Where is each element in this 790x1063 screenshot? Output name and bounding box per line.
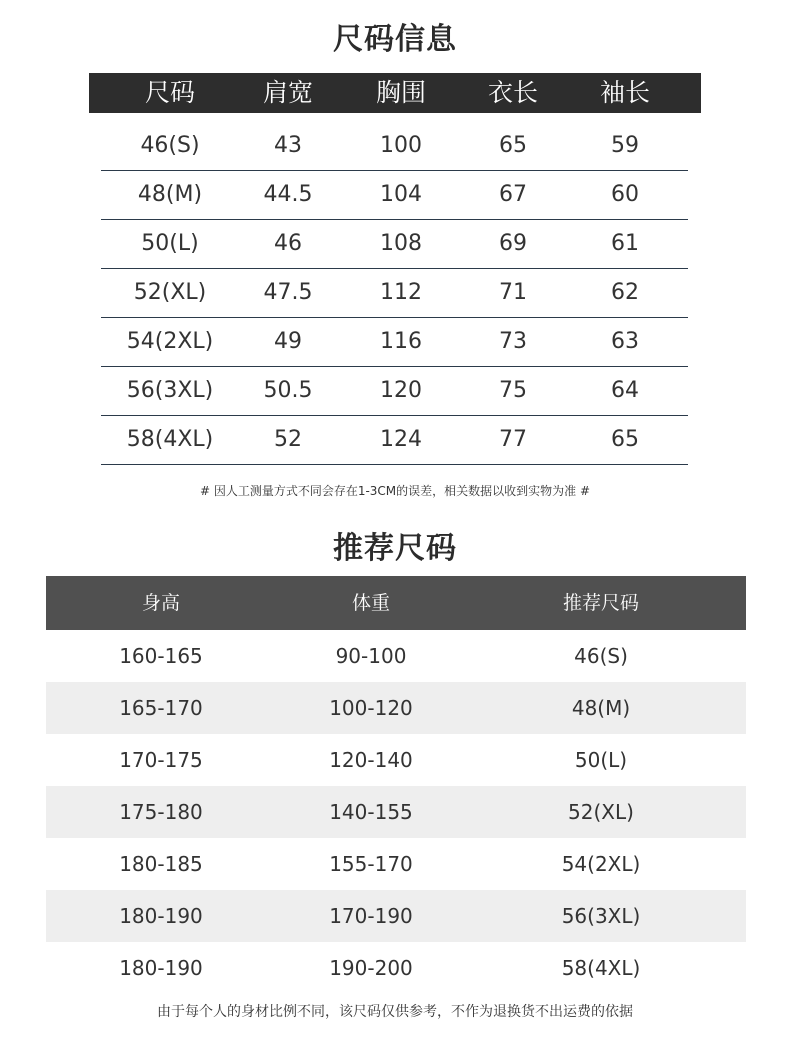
table-row — [0, 220, 790, 269]
cell-recommended-size: 46(S) — [574, 644, 628, 668]
cell-length: 71 — [499, 280, 527, 305]
table-row — [0, 318, 790, 367]
recommend-header — [46, 576, 746, 630]
table-row — [46, 786, 746, 838]
table-row — [0, 416, 790, 465]
cell-chest: 124 — [380, 427, 422, 452]
recommend-title: 推荐尺码 — [333, 531, 457, 566]
cell-weight: 90-100 — [335, 644, 407, 668]
table-row — [46, 890, 746, 942]
table-row — [46, 734, 746, 786]
cell-height: 180-190 — [119, 904, 203, 928]
cell-shoulder: 44.5 — [263, 182, 313, 207]
size-info-header-labels — [0, 73, 790, 113]
cell-length: 65 — [499, 133, 527, 158]
header-length: 衣长 — [487, 78, 538, 107]
cell-recommended-size: 48(M) — [571, 696, 631, 720]
cell-weight: 190-200 — [329, 956, 413, 980]
cell-size: 52(XL) — [133, 280, 207, 305]
cell-sleeve: 62 — [611, 280, 639, 305]
table-row — [46, 838, 746, 890]
cell-sleeve: 65 — [611, 427, 639, 452]
cell-height: 180-190 — [119, 956, 203, 980]
header-height: 身高 — [141, 592, 180, 614]
cell-sleeve: 61 — [611, 231, 639, 256]
cell-size: 56(3XL) — [126, 378, 214, 403]
cell-height: 170-175 — [119, 748, 203, 772]
row-divider — [101, 464, 688, 465]
cell-weight: 140-155 — [329, 800, 413, 824]
cell-length: 77 — [499, 427, 527, 452]
cell-sleeve: 64 — [611, 378, 639, 403]
size-info-title: 尺码信息 — [333, 22, 457, 57]
table-row — [0, 122, 790, 171]
cell-recommended-size: 54(2XL) — [561, 852, 641, 876]
cell-sleeve: 63 — [611, 329, 639, 354]
cell-length: 73 — [499, 329, 527, 354]
cell-shoulder: 47.5 — [263, 280, 313, 305]
cell-chest: 120 — [380, 378, 422, 403]
cell-shoulder: 50.5 — [263, 378, 313, 403]
cell-recommended-size: 58(4XL) — [561, 956, 641, 980]
table-row — [46, 682, 746, 734]
measurement-note: # 因人工测量方式不同会存在1-3CM的误差，相关数据以收到实物为准 # — [199, 484, 591, 498]
cell-weight: 100-120 — [329, 696, 413, 720]
cell-size: 58(4XL) — [126, 427, 214, 452]
cell-length: 67 — [499, 182, 527, 207]
header-weight: 体重 — [351, 592, 390, 614]
cell-length: 75 — [499, 378, 527, 403]
cell-recommended-size: 52(XL) — [568, 800, 634, 824]
cell-sleeve: 60 — [611, 182, 639, 207]
cell-weight: 120-140 — [329, 748, 413, 772]
table-row — [0, 269, 790, 318]
cell-chest: 104 — [380, 182, 422, 207]
cell-chest: 100 — [380, 133, 422, 158]
cell-shoulder: 52 — [274, 427, 302, 452]
cell-length: 69 — [499, 231, 527, 256]
header-recommended-size: 推荐尺码 — [562, 592, 639, 614]
cell-chest: 108 — [380, 231, 422, 256]
cell-sleeve: 59 — [611, 133, 639, 158]
cell-recommended-size: 56(3XL) — [561, 904, 641, 928]
header-sleeve: 袖长 — [599, 78, 650, 107]
cell-height: 175-180 — [119, 800, 203, 824]
cell-shoulder: 43 — [274, 133, 302, 158]
cell-shoulder: 46 — [274, 231, 302, 256]
cell-size: 54(2XL) — [126, 329, 214, 354]
table-row — [46, 630, 746, 682]
cell-chest: 112 — [380, 280, 422, 305]
cell-recommended-size: 50(L) — [574, 748, 628, 772]
cell-weight: 155-170 — [329, 852, 413, 876]
cell-size: 50(L) — [141, 231, 199, 256]
header-size: 尺码 — [144, 78, 195, 107]
recommend-table — [46, 576, 746, 994]
table-row — [46, 942, 746, 994]
cell-height: 180-185 — [119, 852, 203, 876]
cell-shoulder: 49 — [274, 329, 302, 354]
recommend-note: 由于每个人的身材比例不同，该尺码仅供参考，不作为退换货不出运费的依据 — [157, 1004, 633, 1020]
cell-size: 46(S) — [140, 133, 200, 158]
size-info-table — [0, 122, 790, 465]
cell-weight: 170-190 — [329, 904, 413, 928]
table-row — [0, 171, 790, 220]
cell-height: 160-165 — [119, 644, 203, 668]
header-chest: 胸围 — [375, 78, 426, 107]
cell-chest: 116 — [380, 329, 422, 354]
cell-size: 48(M) — [137, 182, 203, 207]
table-row — [0, 367, 790, 416]
cell-height: 165-170 — [119, 696, 203, 720]
header-shoulder: 肩宽 — [262, 78, 313, 107]
